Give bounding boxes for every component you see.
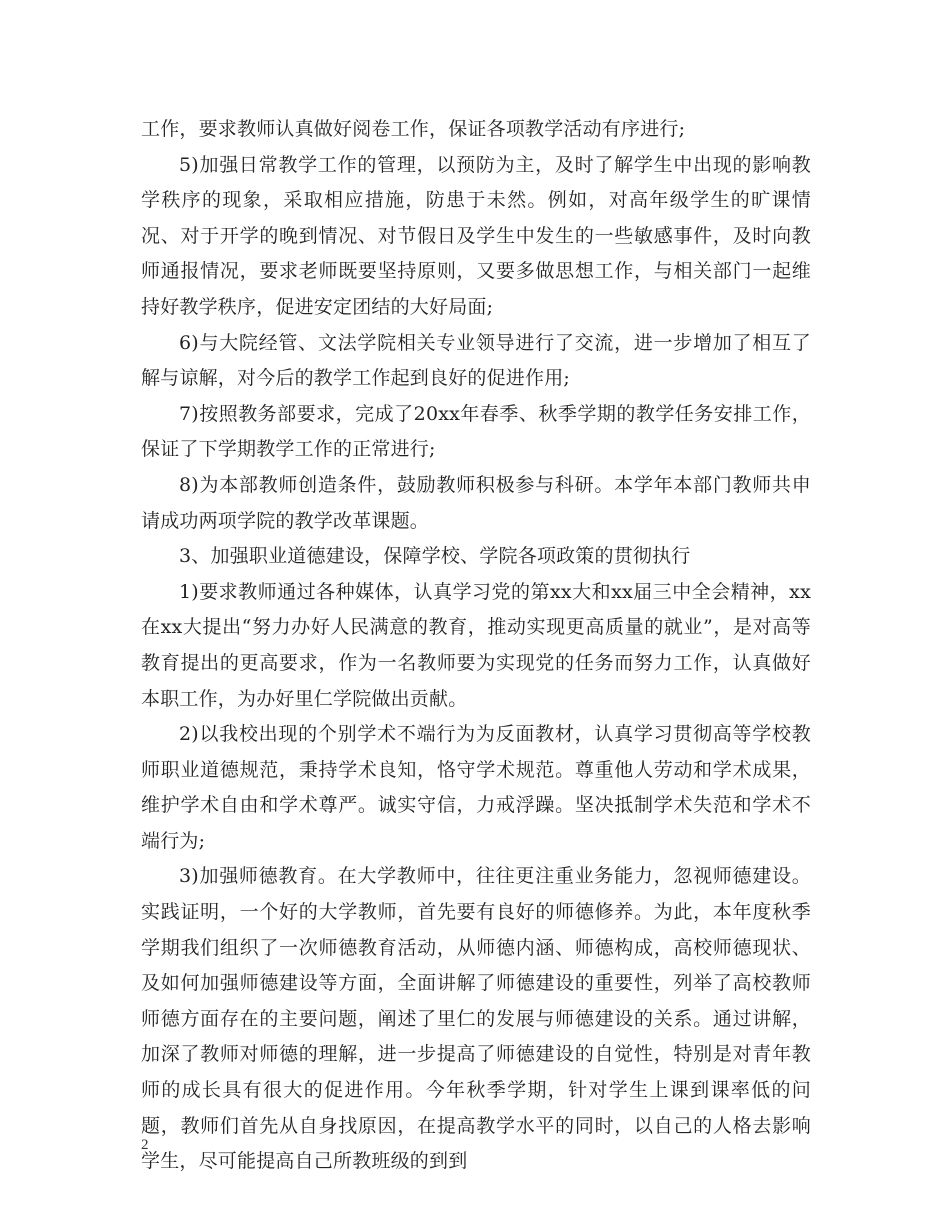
page-number: 2: [141, 1137, 149, 1153]
section-heading: 3、加强职业道德建设，保障学校、学院各项政策的贯彻执行: [179, 545, 691, 568]
paragraph-4: 7)按照教务部要求，完成了20xx年春季、秋季学期的教学任务安排工作，保证了下学期教学工作的正常进行;: [141, 402, 811, 461]
paragraph-8: 2)以我校出现的个别学术不端行为为反面教材，认真学习贯彻高等学校教师职业道德规范，秉持学术良知，恪守学术规范。尊重他人劳动和学术成果，维护学术自由和学术尊严。诚实守信，力戒浮躁。坚决抵制学术失范和学术不端行为;: [141, 723, 811, 852]
paragraph-1: 工作，要求教师认真做好阅卷工作，保证各项教学活动有序进行;: [141, 118, 686, 140]
paragraph-9: 3)加强师德教育。在大学教师中，往往更注重业务能力，忽视师德建设。实践证明，一个好的大学教师，首先要有良好的师德修养。为此，本年度秋季学期我们组织了一次师德教育活动，从师德内涵、师德构成，高校师德现状、及如何加强师德建设等方面，全面讲解了师德建设的重要性，列举了高校教师师德方面存在的主要问题，阐述了里仁的发展与师德建设的关系。通过讲解，加深了教师对师德的理解，进一步提高了师德建设的自觉性，特别是对青年教师的成长具有很大的促进作用。今年秋季学期，针对学生上课到课率低的问题，教师们首先从自身找原因，在提高教学水平的同时，以自己的人格去影响学生，尽可能提高自己所教班级的到到: [141, 865, 811, 1173]
paragraph-5: 8)为本部教师创造条件，鼓励教师积极参与科研。本学年本部门教师共申请成功两项学院的教学改革课题。: [141, 473, 811, 532]
paragraph-3: 6)与大院经管、文法学院相关专业领导进行了交流，进一步增加了相互了解与谅解，对今后的教学工作起到良好的促进作用;: [141, 331, 811, 390]
paragraph-2: 5)加强日常教学工作的管理，以预防为主，及时了解学生中出现的影响教学秩序的现象，采取相应措施，防患于未然。例如，对高年级学生的旷课情况、对于开学的晚到情况、对节假日及学生中发生的一些敏感事件，及时向教师通报情况，要求老师既要坚持原则，又要多做思想工作，与相关部门一起维持好教学秩序，促进安定团结的大好局面;: [141, 153, 811, 318]
paragraph-7: 1)要求教师通过各种媒体，认真学习党的第xx大和xx届三中全会精神，xx在xx大提出“努力办好人民满意的教育，推动实现更高质量的就业”，是对高等教育提出的更高要求，作为一名教师要为实现党的任务而努力工作，认真做好本职工作，为办好里仁学院做出贡献。: [141, 580, 811, 710]
document-body: [141, 112, 811, 1180]
